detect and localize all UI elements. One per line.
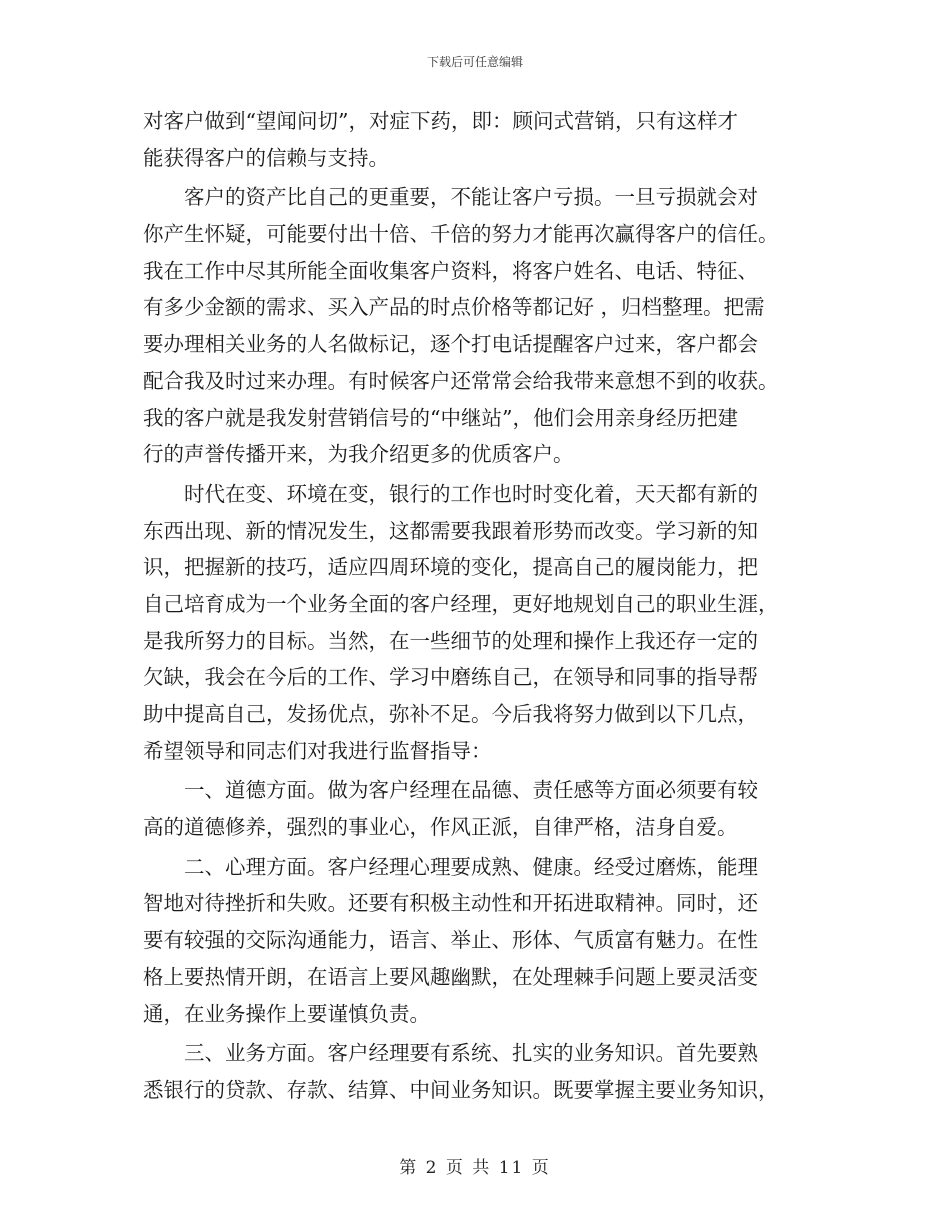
paragraph-first-line: 三、业务方面。客户经理要有系统、扎实的业务知识。首先要熟 [184, 1041, 758, 1066]
text-line: 能获得客户的信赖与支持。 [143, 145, 389, 170]
text-line: 识，把握新的技巧，适应四周环境的变化，提高自己的履岗能力，把 [143, 555, 758, 580]
text-line: 对客户做到“望闻问切”，对症下药，即：顾问式营销，只有这样才 [143, 109, 738, 133]
text-line: 希望领导和同志们对我进行监督指导： [143, 738, 492, 763]
text-line: 有多少金额的需求、买入产品的时点价格等都记好 ，归档整理。把需 [143, 295, 765, 320]
text-line: 助中提高自己，发扬优点，弥补不足。今后我将努力做到以下几点， [143, 702, 758, 726]
text-line: 智地对待挫折和失败。还要有积极主动性和开拓进取精神。同时，还 [143, 891, 758, 916]
paragraph-first-line: 客户的资产比自己的更重要，不能让客户亏损。一旦亏损就会对 [184, 185, 758, 210]
page-footer: 第 2 页 共 11 页 [399, 1158, 551, 1178]
text-line: 要办理相关业务的人名做标记，逐个打电话提醒客户过来，客户都会 [143, 332, 758, 357]
paragraph-first-line: 一、道德方面。做为客户经理在品德、责任感等方面必须要有较 [184, 778, 758, 803]
text-line: 要有较强的交际沟通能力，语言、举止、形体、气质富有魅力。在性 [143, 928, 758, 953]
text-line: 高的道德修养，强烈的事业心，作风正派，自律严格，洁身自爱。 [143, 815, 738, 840]
text-line: 通，在业务操作上要谨慎负责。 [143, 1001, 430, 1026]
text-line: 你产生怀疑，可能要付出十倍、千倍的努力才能再次赢得客户的信任。 [143, 222, 779, 247]
document-body [143, 103, 808, 1109]
text-line: 自己培育成为一个业务全面的客户经理，更好地规划自己的职业生涯， [143, 591, 779, 616]
text-line: 格上要热情开朗，在语言上要风趣幽默，在处理棘手问题上要灵活变 [143, 964, 758, 989]
paragraph-first-line: 二、心理方面。客户经理心理要成熟、健康。经受过磨炼，能理 [184, 854, 758, 879]
text-line: 行的声誉传播开来，为我介绍更多的优质客户。 [143, 442, 574, 467]
text-line: 欠缺，我会在今后的工作、学习中磨练自己，在领导和同事的指导帮 [143, 665, 758, 690]
text-line: 配合我及时过来办理。有时候客户还常常会给我带来意想不到的收获。 [143, 368, 779, 393]
text-line: 东西出现、新的情况发生，这都需要我跟着形势而改变。学习新的知 [143, 518, 758, 543]
paragraph-first-line: 时代在变、环境在变，银行的工作也时时变化着，天天都有新的 [184, 481, 758, 506]
text-line: 我在工作中尽其所能全面收集客户资料，将客户姓名、电话、特征、 [143, 258, 758, 283]
text-line: 我的客户就是我发射营销信号的“中继站”，他们会用亲身经历把建 [143, 405, 738, 430]
text-line: 是我所努力的目标。当然，在一些细节的处理和操作上我还存一定的 [143, 628, 758, 653]
text-line: 悉银行的贷款、存款、结算、中间业务知识。既要掌握主要业务知识， [143, 1077, 779, 1102]
page-header: 下载后可任意编辑 [426, 55, 523, 69]
